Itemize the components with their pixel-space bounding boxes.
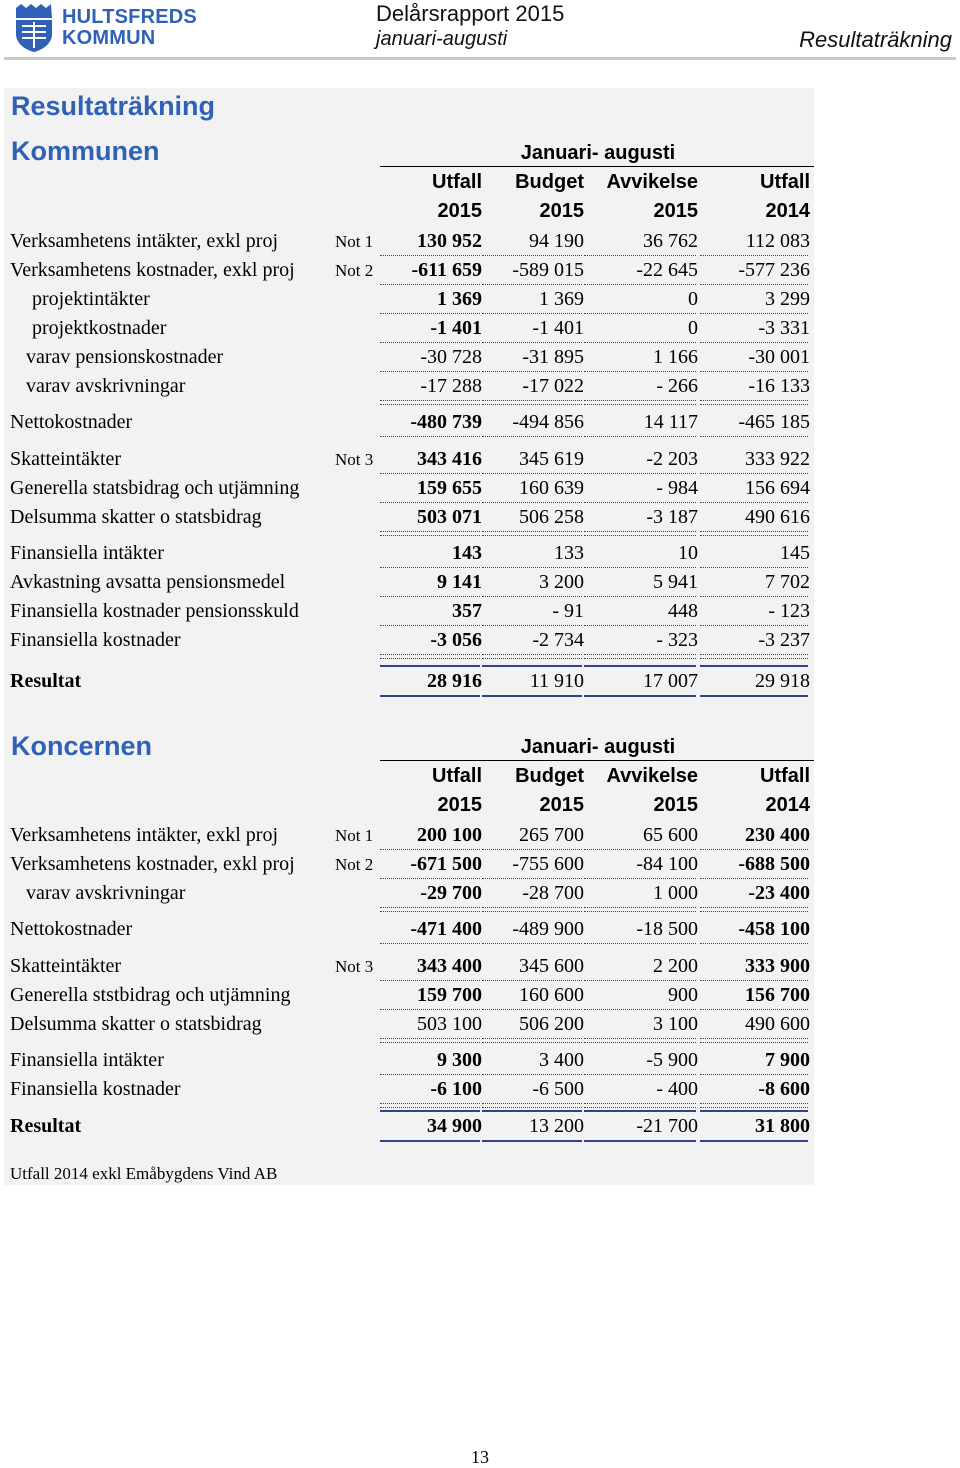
cell-rule-double [380, 1042, 480, 1043]
cell-rule [380, 436, 480, 437]
row-label: Generella ststbidrag och utjämning [10, 984, 291, 1006]
koncernen-col1-year: 2015 [437, 794, 482, 816]
table-cell: -30 001 [748, 346, 810, 368]
table-cell: 65 600 [643, 824, 698, 846]
koncernen-col1-head: Utfall [432, 765, 482, 787]
cell-rule-double [380, 404, 480, 405]
cell-rule-double [700, 1107, 808, 1108]
row-note: Not 3 [335, 957, 374, 976]
cell-rule [700, 654, 808, 655]
cell-rule [380, 1038, 480, 1039]
table-cell: 490 616 [745, 506, 810, 528]
document-period: januari-augusti [376, 28, 508, 50]
cell-rule-double [700, 658, 808, 659]
kommunen-col4-head: Utfall [760, 171, 810, 193]
kommunen-col4-year: 2014 [765, 200, 810, 222]
cell-rule [700, 255, 808, 256]
table-cell: -1 401 [532, 317, 584, 339]
table-cell: -489 900 [512, 918, 584, 940]
table-cell: -31 895 [522, 346, 584, 368]
table-cell: 9 300 [437, 1049, 482, 1071]
kommunen-group-header: Januari- augusti [520, 142, 676, 164]
cell-rule [482, 1103, 582, 1104]
kommunen-col2-year: 2015 [539, 200, 584, 222]
table-cell: -21 700 [636, 1115, 698, 1137]
result-top-rule [700, 1110, 808, 1112]
koncernen-group-header: Januari- augusti [520, 736, 676, 758]
table-cell: -5 900 [646, 1049, 698, 1071]
cell-rule [700, 284, 808, 285]
cell-rule [584, 473, 696, 474]
kommunen-group-rule [380, 166, 814, 167]
cell-rule [700, 342, 808, 343]
table-cell: 156 694 [745, 477, 810, 499]
table-cell: -671 500 [410, 853, 482, 875]
kommunen-col3-head: Avvikelse [606, 171, 698, 193]
table-cell: 1 000 [653, 882, 698, 904]
row-label: Nettokostnader [10, 411, 133, 433]
cell-rule-double [584, 911, 696, 912]
row-label: Finansiella kostnader [10, 629, 181, 651]
table-cell: 112 083 [745, 230, 810, 252]
table-cell: -8 600 [758, 1078, 810, 1100]
table-cell: - 323 [656, 629, 698, 651]
cell-rule [380, 567, 480, 568]
cell-rule-double [584, 658, 696, 659]
table-cell: 160 639 [519, 477, 584, 499]
table-cell: -22 645 [636, 259, 698, 281]
cell-rule [700, 400, 808, 401]
cell-rule [482, 400, 582, 401]
cell-rule [584, 625, 696, 626]
cell-rule [482, 878, 582, 879]
table-cell: -3 331 [758, 317, 810, 339]
row-label: Delsumma skatter o statsbidrag [10, 1013, 262, 1035]
koncernen-col3-year: 2015 [653, 794, 698, 816]
table-cell: -16 133 [748, 375, 810, 397]
cell-rule [700, 1074, 808, 1075]
row-label: Finansiella kostnader pensionsskuld [10, 600, 299, 622]
cell-rule-double [584, 1042, 696, 1043]
cell-rule [700, 371, 808, 372]
main-title: Resultaträkning [11, 91, 216, 121]
table-cell: -6 100 [430, 1078, 482, 1100]
table-cell: -2 203 [646, 448, 698, 470]
cell-rule [584, 980, 696, 981]
page-number: 13 [471, 1447, 489, 1467]
row-label: Verksamhetens intäkter, exkl proj [10, 230, 279, 252]
row-label: Verksamhetens intäkter, exkl proj [10, 824, 279, 846]
result-top-rule [700, 665, 808, 667]
row-note: Not 1 [335, 826, 374, 845]
result-bottom-rule [482, 1140, 582, 1142]
table-cell: 265 700 [519, 824, 584, 846]
koncernen-col4-head: Utfall [760, 765, 810, 787]
row-label: Finansiella intäkter [10, 1049, 164, 1071]
table-cell: - 400 [656, 1078, 698, 1100]
cell-rule-double [482, 1042, 582, 1043]
cell-rule [584, 878, 696, 879]
cell-rule [584, 371, 696, 372]
koncernen-col4-year: 2014 [765, 794, 810, 816]
row-label: Verksamhetens kostnader, exkl proj [10, 259, 295, 281]
cell-rule [700, 1038, 808, 1039]
cell-rule [482, 567, 582, 568]
cell-rule [380, 625, 480, 626]
cell-rule [380, 502, 480, 503]
row-label: Skatteintäkter [10, 955, 122, 977]
table-cell: -589 015 [512, 259, 584, 281]
cell-rule-double [380, 658, 480, 659]
cell-rule-double [700, 404, 808, 405]
cell-rule [482, 531, 582, 532]
table-cell: -755 600 [512, 853, 584, 875]
cell-rule-double [584, 1107, 696, 1108]
cell-rule [700, 473, 808, 474]
header-divider [4, 57, 956, 60]
row-label: varav avskrivningar [26, 882, 186, 904]
table-cell: -611 659 [411, 259, 482, 281]
row-label: projektkostnader [32, 317, 167, 339]
cell-rule [584, 1038, 696, 1039]
cell-rule [482, 473, 582, 474]
cell-rule-double [380, 535, 480, 536]
table-cell: 1 369 [539, 288, 584, 310]
cell-rule [584, 567, 696, 568]
table-cell: -84 100 [636, 853, 698, 875]
result-bottom-rule [482, 695, 582, 697]
table-cell: 230 400 [745, 824, 810, 846]
result-bottom-rule [700, 1140, 808, 1142]
table-cell: -465 185 [738, 411, 810, 433]
cell-rule [584, 436, 696, 437]
table-cell: -471 400 [410, 918, 482, 940]
cell-rule [584, 502, 696, 503]
table-cell: -480 739 [410, 411, 482, 433]
result-bottom-rule [380, 695, 480, 697]
cell-rule-double [482, 658, 582, 659]
cell-rule-double [380, 1107, 480, 1108]
table-cell: 343 400 [417, 955, 482, 977]
table-cell: 343 416 [417, 448, 482, 470]
cell-rule [380, 1074, 480, 1075]
kommunen-col3-year: 2015 [653, 200, 698, 222]
cell-rule [700, 849, 808, 850]
cell-rule [482, 1038, 582, 1039]
cell-rule [482, 342, 582, 343]
result-top-rule [380, 1110, 480, 1112]
table-cell: 3 200 [539, 571, 584, 593]
cell-rule [380, 596, 480, 597]
cell-rule [380, 313, 480, 314]
cell-rule [584, 907, 696, 908]
cell-rule [700, 1009, 808, 1010]
cell-rule [700, 567, 808, 568]
cell-rule-double [584, 535, 696, 536]
table-cell: 159 655 [417, 477, 482, 499]
table-cell: -18 500 [636, 918, 698, 940]
cell-rule [584, 849, 696, 850]
table-cell: 3 299 [765, 288, 810, 310]
cell-rule [380, 907, 480, 908]
table-cell: 34 900 [427, 1115, 482, 1137]
table-cell: 29 918 [755, 670, 810, 692]
table-cell: 3 100 [653, 1013, 698, 1035]
cell-rule [584, 596, 696, 597]
row-label: Nettokostnader [10, 918, 133, 940]
cell-rule [700, 980, 808, 981]
result-top-rule [482, 1110, 582, 1112]
table-cell: -3 056 [430, 629, 482, 651]
cell-rule [482, 284, 582, 285]
cell-rule [700, 943, 808, 944]
table-cell: 345 619 [519, 448, 584, 470]
table-cell: -577 236 [738, 259, 810, 281]
row-label: varav avskrivningar [26, 375, 186, 397]
cell-rule [380, 980, 480, 981]
table-cell: 506 200 [519, 1013, 584, 1035]
cell-rule-double [700, 911, 808, 912]
koncernen-title: Koncernen [11, 731, 153, 761]
cell-rule-double [700, 535, 808, 536]
cell-rule [482, 654, 582, 655]
cell-rule [380, 654, 480, 655]
cell-rule-double [700, 1042, 808, 1043]
table-cell: 28 916 [427, 670, 482, 692]
cell-rule [380, 1103, 480, 1104]
cell-rule [700, 878, 808, 879]
cell-rule [584, 1074, 696, 1075]
cell-rule [584, 1103, 696, 1104]
table-cell: - 266 [656, 375, 698, 397]
cell-rule [482, 849, 582, 850]
table-cell: 1 166 [653, 346, 698, 368]
row-label: Resultat [10, 670, 82, 692]
table-cell: 900 [668, 984, 698, 1006]
table-cell: 0 [688, 317, 698, 339]
table-cell: -494 856 [512, 411, 584, 433]
cell-rule [584, 654, 696, 655]
table-cell: 506 258 [519, 506, 584, 528]
cell-rule [380, 371, 480, 372]
table-cell: 94 190 [529, 230, 584, 252]
table-cell: - 123 [768, 600, 810, 622]
cell-rule [482, 502, 582, 503]
cell-rule-double [482, 404, 582, 405]
table-cell: 7 900 [765, 1049, 810, 1071]
table-cell: 11 910 [529, 670, 584, 692]
table-cell: 10 [678, 542, 698, 564]
row-label: Finansiella intäkter [10, 542, 164, 564]
row-label: Verksamhetens kostnader, exkl proj [10, 853, 295, 875]
table-cell: 448 [668, 600, 698, 622]
table-cell: -23 400 [748, 882, 810, 904]
row-note: Not 3 [335, 450, 374, 469]
table-cell: -6 500 [532, 1078, 584, 1100]
cell-rule [584, 255, 696, 256]
kommunen-col1-year: 2015 [437, 200, 482, 222]
table-cell: 13 200 [529, 1115, 584, 1137]
cell-rule-double [482, 911, 582, 912]
result-bottom-rule [584, 695, 696, 697]
koncernen-group-rule [380, 760, 814, 761]
row-note: Not 2 [335, 261, 374, 280]
row-note: Not 2 [335, 855, 374, 874]
cell-rule-double [380, 911, 480, 912]
cell-rule [380, 284, 480, 285]
cell-rule [482, 625, 582, 626]
cell-rule [584, 313, 696, 314]
cell-rule [700, 596, 808, 597]
koncernen-col2-year: 2015 [539, 794, 584, 816]
table-cell: 159 700 [417, 984, 482, 1006]
cell-rule [700, 1103, 808, 1104]
table-cell: -17 022 [522, 375, 584, 397]
table-cell: 503 071 [417, 506, 482, 528]
table-cell: -3 187 [646, 506, 698, 528]
cell-rule [584, 284, 696, 285]
table-cell: -2 734 [532, 629, 584, 651]
municipality-crest-icon [14, 4, 54, 52]
row-label: varav pensionskostnader [26, 346, 224, 368]
table-cell: 5 941 [653, 571, 698, 593]
table-cell: -30 728 [420, 346, 482, 368]
table-cell: -3 237 [758, 629, 810, 651]
cell-rule [700, 502, 808, 503]
cell-rule [700, 531, 808, 532]
cell-rule [380, 255, 480, 256]
logo-line-2: KOMMUN [62, 27, 156, 49]
table-cell: -28 700 [522, 882, 584, 904]
table-cell: 2 200 [653, 955, 698, 977]
result-top-rule [482, 665, 582, 667]
row-label: projektintäkter [32, 288, 150, 310]
table-cell: -458 100 [738, 918, 810, 940]
cell-rule [482, 907, 582, 908]
kommunen-title: Kommunen [11, 136, 160, 166]
row-label: Finansiella kostnader [10, 1078, 181, 1100]
table-cell: 333 922 [745, 448, 810, 470]
table-cell: 200 100 [417, 824, 482, 846]
cell-rule [700, 907, 808, 908]
cell-rule [482, 1074, 582, 1075]
cell-rule-double [482, 1107, 582, 1108]
koncernen-col2-head: Budget [515, 765, 584, 787]
cell-rule [584, 400, 696, 401]
table-cell: 31 800 [755, 1115, 810, 1137]
table-cell: - 91 [552, 600, 584, 622]
table-cell: 7 702 [765, 571, 810, 593]
section-title: Resultaträkning [799, 27, 952, 52]
cell-rule [482, 943, 582, 944]
document-title: Delårsrapport 2015 [376, 1, 565, 26]
cell-rule [482, 980, 582, 981]
result-bottom-rule [584, 1140, 696, 1142]
kommunen-col2-head: Budget [515, 171, 584, 193]
cell-rule-double [482, 535, 582, 536]
row-label: Skatteintäkter [10, 448, 122, 470]
row-label: Resultat [10, 1115, 82, 1137]
table-cell: 490 600 [745, 1013, 810, 1035]
result-top-rule [584, 1110, 696, 1112]
cell-rule [482, 1009, 582, 1010]
table-cell: 130 952 [417, 230, 482, 252]
cell-rule [700, 313, 808, 314]
table-cell: 133 [554, 542, 584, 564]
cell-rule [380, 342, 480, 343]
row-label: Delsumma skatter o statsbidrag [10, 506, 262, 528]
table-cell: 357 [452, 600, 482, 622]
result-bottom-rule [700, 695, 808, 697]
table-cell: 145 [780, 542, 810, 564]
cell-rule [380, 531, 480, 532]
table-cell: -688 500 [738, 853, 810, 875]
koncernen-col3-head: Avvikelse [606, 765, 698, 787]
cell-rule [584, 1009, 696, 1010]
cell-rule-double [584, 404, 696, 405]
table-cell: 1 369 [437, 288, 482, 310]
cell-rule [584, 531, 696, 532]
cell-rule [584, 943, 696, 944]
footnote: Utfall 2014 exkl Emåbygdens Vind AB [10, 1164, 278, 1183]
cell-rule [482, 313, 582, 314]
hultsfred-logo [14, 4, 197, 52]
cell-rule [380, 878, 480, 879]
table-cell: 345 600 [519, 955, 584, 977]
cell-rule [380, 1009, 480, 1010]
table-cell: 14 117 [643, 411, 698, 433]
table-cell: 9 141 [437, 571, 482, 593]
row-label: Generella statsbidrag och utjämning [10, 477, 300, 499]
table-cell: 503 100 [417, 1013, 482, 1035]
cell-rule [380, 849, 480, 850]
row-note: Not 1 [335, 232, 374, 251]
table-cell: -17 288 [420, 375, 482, 397]
table-cell: 143 [452, 542, 482, 564]
cell-rule [700, 625, 808, 626]
table-cell: 3 400 [539, 1049, 584, 1071]
cell-rule [482, 596, 582, 597]
cell-rule [584, 342, 696, 343]
result-top-rule [380, 665, 480, 667]
result-top-rule [584, 665, 696, 667]
table-cell: - 984 [656, 477, 698, 499]
cell-rule [700, 436, 808, 437]
table-cell: 0 [688, 288, 698, 310]
table-cell: -29 700 [420, 882, 482, 904]
table-cell: 333 900 [745, 955, 810, 977]
kommunen-col1-head: Utfall [432, 171, 482, 193]
cell-rule [380, 400, 480, 401]
cell-rule [482, 436, 582, 437]
cell-rule [482, 255, 582, 256]
cell-rule [482, 371, 582, 372]
table-cell: 36 762 [643, 230, 698, 252]
logo-line-1: HULTSFREDS [62, 6, 197, 28]
table-cell: 17 007 [643, 670, 698, 692]
table-cell: 156 700 [745, 984, 810, 1006]
row-label: Avkastning avsatta pensionsmedel [10, 571, 286, 593]
cell-rule [380, 473, 480, 474]
result-bottom-rule [380, 1140, 480, 1142]
table-cell: -1 401 [430, 317, 482, 339]
table-cell: 160 600 [519, 984, 584, 1006]
cell-rule [380, 943, 480, 944]
